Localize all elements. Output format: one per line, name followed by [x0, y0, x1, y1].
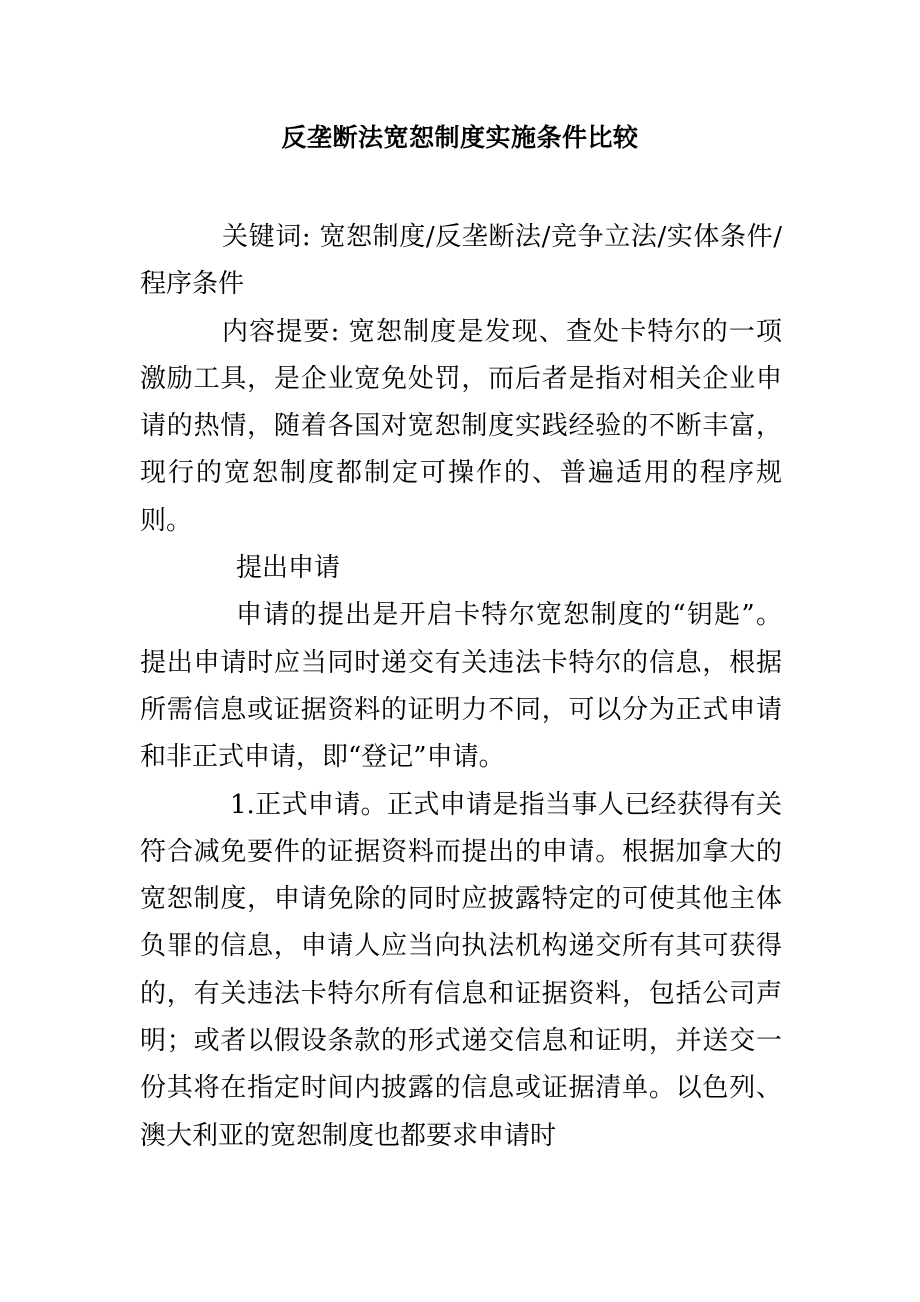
abstract-paragraph: 内容提要: 宽恕制度是发现、查处卡特尔的一项激励工具，是企业宽免处罚，而后者是指对相关企业申请的热情，随着各国对宽恕制度实践经验的不断丰富，现行的宽恕制度都制定可操作的、普遍适用的程序规则。 [140, 316, 782, 536]
body-paragraph: 申请的提出是开启卡特尔宽恕制度的“钥匙”。提出申请时应当同时递交有关违法卡特尔的信息，根据所需信息或证据资料的证明力不同，可以分为正式申请和非正式申请，即“登记”申请。 [140, 600, 782, 773]
document-body [140, 214, 782, 1160]
document-title: 反垄断法宽恕制度实施条件比较 [281, 123, 639, 152]
section-heading: 提出申请 [236, 553, 341, 584]
body-paragraph: 1.正式申请。正式申请是指当事人已经获得有关符合减免要件的证据资料而提出的申请。根据加拿大的宽恕制度，申请免除的同时应披露特定的可使其他主体负罪的信息，申请人应当向执法机构递交所有其可获得的，有关违法卡特尔所有信息和证据资料，包括公司声明；或者以假设条款的形式递交信息和证明，并送交一份其将在指定时间内披露的信息或证据清单。以色列、澳大利亚的宽恕制度也都要求申请时 [140, 789, 782, 1151]
keywords-paragraph: 关键词: 宽恕制度/反垄断法/竞争立法/实体条件/程序条件 [140, 222, 782, 300]
